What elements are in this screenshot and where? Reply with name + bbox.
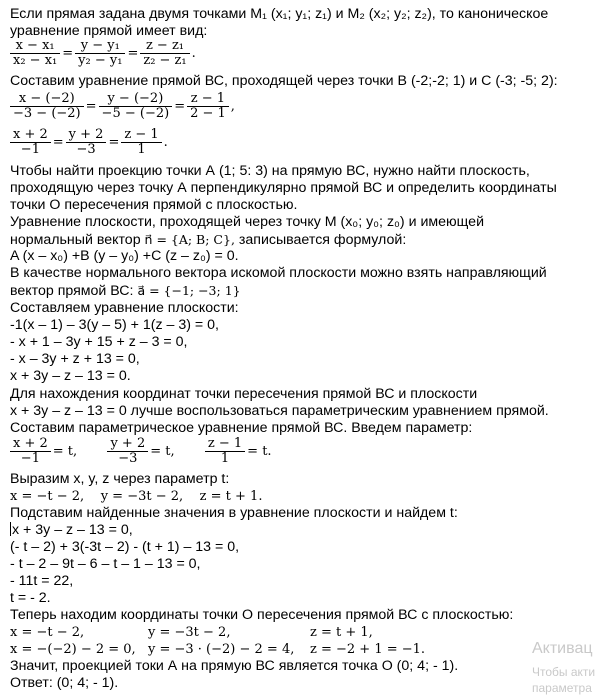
bc-equation-simplified: $\frac{x + 2}{-1}$ = $\frac{y + 2}{-3}$ = $\frac{z - 1}{1}$ . xyxy=(10,128,170,157)
parametric-title: Составим параметрическое уравнение прямой ВС. Введем параметр: xyxy=(10,420,473,436)
fraction-y: $\frac{\text{y − y₁}}{\text{y₂ − y₁}}$ xyxy=(75,39,125,68)
substitution-step-5: t = - 2. xyxy=(10,590,51,606)
bc-equation-substituted: $\frac{x - (-2)}{-3 - (-2)}$ = $\frac{y - (-2)}{-5 - (-2)}$ = $\frac{z - 1}{2 - 1}$ , xyxy=(10,92,237,121)
text-cursor xyxy=(10,522,11,536)
answer: Ответ: (0; 4; - 1). xyxy=(10,675,119,691)
coord-row2-z: z = −2 + 1 = −1. xyxy=(310,642,426,657)
coord-row1-x: x = −t − 2, xyxy=(10,625,85,640)
express-title: Выразим x, y, z через параметр t: xyxy=(10,471,230,487)
normal-vector-formula: n⃗ = {A; B; C}, xyxy=(144,232,235,247)
intro-line-2: уравнение прямой имеет вид: xyxy=(10,23,208,39)
plane-line-1: Уравнение плоскости, проходящей через точку М (x₀; y₀; z₀) и имеющей xyxy=(10,214,484,230)
coordinates-title: Теперь находим координаты точки О пересечения прямой ВС с плоскостью: xyxy=(10,607,514,623)
projection-line-1: Чтобы найти проекцию точки А (1; 5: 3) на прямую ВС, нужно найти плоскость, xyxy=(10,163,530,179)
coord-row2-x: x = −(−2) − 2 = 0, xyxy=(10,642,136,657)
express-equation: x = −t − 2, y = −3t − 2, z = t + 1. xyxy=(10,489,263,504)
plane-equation-step-4: x + 3y – z – 13 = 0. xyxy=(10,368,131,384)
activation-watermark-line-2: параметра xyxy=(532,681,592,695)
plane-equation-step-1: -1(x – 1) – 3(y – 5) + 1(z – 3) = 0, xyxy=(10,317,219,333)
intro-line-1: Если прямая задана двумя точками M₁ (x₁; y₁; z₁) и M₂ (x₂; y₂; z₂), то каноническое xyxy=(10,6,549,22)
substitution-step-1: x + 3y – z – 13 = 0, xyxy=(12,522,133,538)
bc-line-title: Составим уравнение прямой ВС, проходящей через точки В (-2;-2; 1) и С (-3; -5; 2): xyxy=(10,73,558,89)
fraction-x: $\frac{\text{x − x₁}}{\text{x₂ − x₁}}$ xyxy=(10,39,60,68)
plane-equation-step-3: - x – 3y + z + 13 = 0, xyxy=(10,351,140,367)
coord-row2-y: y = −3 · (−2) − 2 = 4, xyxy=(148,642,295,657)
parametric-equations: $\frac{x + 2}{-1}$ = t, $\frac{y + 2}{-3}$ = t, $\frac{z - 1}{1}$ = t. xyxy=(10,437,274,466)
substitution-title: Подставим найденные значения в уравнение плоскости и найдем t: xyxy=(10,505,458,521)
direction-vector: a⃗ = {−1; −3; 1} xyxy=(137,283,241,298)
substitution-step-2: (- t – 2) + 3(-3t – 2) - (t + 1) – 13 = 0, xyxy=(10,539,240,555)
solution-document xyxy=(10,6,596,692)
fraction-z: $\frac{\text{z − z₁}}{\text{z₂ − z₁}}$ xyxy=(140,39,189,68)
activation-watermark-line-1: Чтобы акти xyxy=(532,665,596,679)
normal-line-2: вектор прямой ВС: a⃗ = {−1; −3; 1} xyxy=(10,283,241,299)
coord-row1-z: z = t + 1, xyxy=(310,625,373,640)
canonical-equation: $\frac{\text{x − x₁}}{\text{x₂ − x₁}}$ = $\frac{\text{y − y₁}}{\text{y₂ − y₁}}$ = $\frac{\text{z − z₁}}{\text{z₂ − z₁}}$ . xyxy=(10,39,198,68)
substitution-step-3: - t – 2 – 9t – 6 – t – 1 – 13 = 0, xyxy=(10,556,201,572)
activation-watermark-title: Активац xyxy=(532,640,593,657)
intersection-line-1: Для нахождения координат точки пересечения прямой ВС и плоскости xyxy=(10,386,478,402)
plane-equation-step-2: - x + 1 – 3y + 15 + z – 3 = 0, xyxy=(10,334,188,350)
conclusion: Значит, проекцией токи А на прямую ВС является точка О (0; 4; - 1). xyxy=(10,658,459,674)
plane-line-3: A (x – x₀) +B (y – y₀) +C (z – z₀) = 0. xyxy=(10,248,239,264)
projection-line-2: проходящую через точку А перпендикулярно прямой ВС и определить координаты xyxy=(10,180,557,196)
intersection-line-2: x + 3y – z – 13 = 0 лучше воспользоваться параметрическим уравнением прямой. xyxy=(10,403,549,419)
plane-line-2: нормальный вектор n⃗ = {A; B; C}, записывается формулой: xyxy=(10,232,407,248)
normal-line-1: В качестве нормального вектора искомой плоскости можно взять направляющий xyxy=(10,265,547,281)
substitution-step-4: - 11t = 22, xyxy=(10,573,74,589)
plane-equation-title: Составляем уравнение плоскости: xyxy=(10,300,239,316)
coord-row1-y: y = −3t − 2, xyxy=(148,625,231,640)
projection-line-3: точки О пересечения прямой с плоскостью. xyxy=(10,197,298,213)
